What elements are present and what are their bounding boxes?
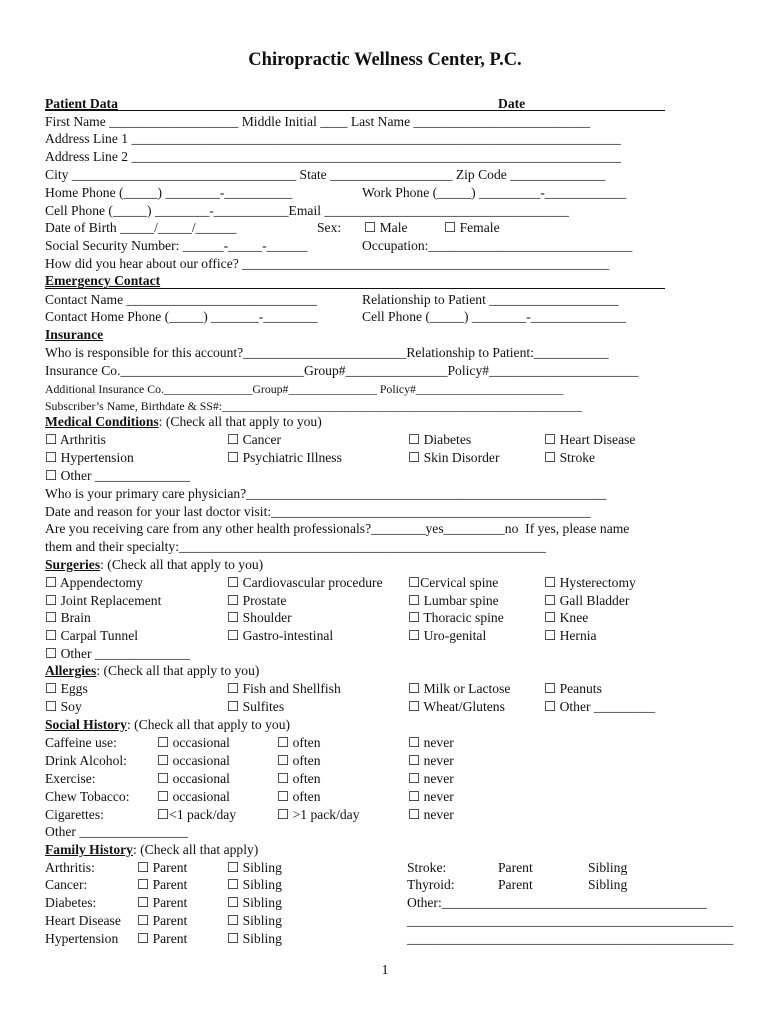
option-parent[interactable]: Parent (498, 860, 533, 875)
social-label: Caffeine use: (45, 735, 117, 750)
address-line-2[interactable]: Address Line 2 ________________________________________________________________________ (45, 149, 621, 164)
checkbox-heart-disease[interactable]: ☐ Heart Disease (544, 432, 636, 447)
checkbox-diabetes[interactable]: ☐ Diabetes (408, 432, 472, 447)
checkbox-gastro[interactable]: ☐ Gastro-intestinal (227, 628, 334, 643)
checkbox-never[interactable]: ☐ never (408, 735, 454, 750)
name-line[interactable]: First Name ___________________ Middle Initial ____ Last Name __________________________ (45, 114, 591, 129)
other-care-field[interactable]: Are you receiving care from any other health professionals?________yes_________no If yes, please name (45, 521, 630, 536)
city-state-zip[interactable]: City _________________________________ State __________________ Zip Code ______________ (45, 167, 606, 182)
checkbox-parent[interactable]: ☐ Parent (137, 860, 188, 875)
checkbox-hypertension[interactable]: ☐ Hypertension (45, 450, 134, 465)
checkbox-uro-genital[interactable]: ☐ Uro-genital (408, 628, 487, 643)
checkbox-sibling[interactable]: ☐ Sibling (227, 877, 282, 892)
checkbox-never[interactable]: ☐ never (408, 807, 454, 822)
checkbox-knee[interactable]: ☐ Knee (544, 610, 589, 625)
home-phone[interactable]: Home Phone (_____) ________-__________ (45, 185, 293, 200)
checkbox-shoulder[interactable]: ☐ Shoulder (227, 610, 292, 625)
contact-cell-phone[interactable]: Cell Phone (_____) ________-______________ (362, 309, 626, 324)
checkbox-hernia[interactable]: ☐ Hernia (544, 628, 597, 643)
emergency-header: Emergency Contact (45, 273, 161, 288)
sex-label: Sex: (317, 220, 342, 235)
social-label: Chew Tobacco: (45, 789, 130, 804)
occupation-field[interactable]: Occupation:______________________________ (362, 238, 633, 253)
family-label: Arthritis: (45, 860, 95, 875)
checkbox-appendectomy[interactable]: ☐ Appendectomy (45, 575, 143, 590)
checkbox-stroke[interactable]: ☐ Stroke (544, 450, 596, 465)
checkbox-fish[interactable]: ☐ Fish and Shellfish (227, 681, 341, 696)
family-label: Thyroid: (407, 877, 455, 892)
allergies-header: Allergies: (Check all that apply to you) (45, 663, 260, 678)
checkbox-lumbar-spine[interactable]: ☐ Lumbar spine (408, 593, 499, 608)
checkbox-brain[interactable]: ☐ Brain (45, 610, 91, 625)
family-label: Cancer: (45, 877, 88, 892)
checkbox-occasional[interactable]: ☐ occasional (157, 753, 230, 768)
responsible-party[interactable]: Who is responsible for this account?________________________Relationship to Patient:___________ (45, 345, 609, 360)
social-label: Drink Alcohol: (45, 753, 127, 768)
checkbox-sulfites[interactable]: ☐ Sulfites (227, 699, 285, 714)
cell-email[interactable]: Cell Phone (_____) ________-___________Email ____________________________________ (45, 203, 570, 218)
checkbox-parent[interactable]: ☐ Parent (137, 931, 188, 946)
family-label: Stroke: (407, 860, 447, 875)
checkbox-eggs[interactable]: ☐ Eggs (45, 681, 88, 696)
option-parent[interactable]: Parent (498, 877, 533, 892)
checkbox-parent[interactable]: ☐ Parent (137, 877, 188, 892)
checkbox-carpal-tunnel[interactable]: ☐ Carpal Tunnel (45, 628, 138, 643)
checkbox-cervical-spine[interactable]: ☐Cervical spine (408, 575, 499, 590)
checkbox-soy[interactable]: ☐ Soy (45, 699, 82, 714)
checkbox-often[interactable]: ☐ often (277, 789, 321, 804)
contact-name[interactable]: Contact Name ____________________________ (45, 292, 317, 307)
checkbox-wheat[interactable]: ☐ Wheat/Glutens (408, 699, 505, 714)
date-of-birth[interactable]: Date of Birth _____/_____/______ (45, 220, 237, 235)
checkbox-surgery-other[interactable]: ☐ Other ______________ (45, 646, 191, 661)
family-label: Diabetes: (45, 895, 97, 910)
checkbox-sibling[interactable]: ☐ Sibling (227, 860, 282, 875)
checkbox-sibling[interactable]: ☐ Sibling (227, 895, 282, 910)
checkbox-gall-bladder[interactable]: ☐ Gall Bladder (544, 593, 630, 608)
medical-conditions-header: Medical Conditions: (Check all that apply to you) (45, 414, 322, 429)
last-visit-field[interactable]: Date and reason for your last doctor visit:_______________________________________________ (45, 504, 591, 519)
family-blank-line[interactable]: ________________________________________________ (407, 913, 734, 928)
checkbox-occasional[interactable]: ☐ occasional (157, 771, 230, 786)
patient-data-header: Patient Data (45, 96, 118, 111)
insurance-company[interactable]: Insurance Co.___________________________Group#_______________Policy#______________________ (45, 363, 639, 378)
additional-insurance[interactable]: Additional Insurance Co._______________Group#_______________ Policy#_________________________ (45, 382, 564, 396)
checkbox-parent[interactable]: ☐ Parent (137, 895, 188, 910)
checkbox-sibling[interactable]: ☐ Sibling (227, 913, 282, 928)
checkbox-prostate[interactable]: ☐ Prostate (227, 593, 287, 608)
checkbox-medical-other[interactable]: ☐ Other ______________ (45, 468, 191, 483)
social-label: Exercise: (45, 771, 96, 786)
subscriber-info[interactable]: Subscriber’s Name, Birthdate & SS#:_____________________________________________________________ (45, 399, 582, 413)
ssn-field[interactable]: Social Security Number: ______-_____-______ (45, 238, 308, 253)
contact-relationship[interactable]: Relationship to Patient ___________________ (362, 292, 619, 307)
checkbox-never[interactable]: ☐ never (408, 771, 454, 786)
family-other-field[interactable]: Other:_______________________________________ (407, 895, 707, 910)
checkbox-allergy-other[interactable]: ☐ Other _________ (544, 699, 656, 714)
insurance-header: Insurance (45, 327, 104, 342)
option-sibling[interactable]: Sibling (588, 860, 628, 875)
checkbox-often[interactable]: ☐ often (277, 771, 321, 786)
checkbox-parent[interactable]: ☐ Parent (137, 913, 188, 928)
family-label: Heart Disease (45, 913, 121, 928)
page-number: 1 (381, 963, 389, 978)
checkbox-psychiatric[interactable]: ☐ Psychiatric Illness (227, 450, 342, 465)
checkbox-never[interactable]: ☐ never (408, 753, 454, 768)
checkbox-hysterectomy[interactable]: ☐ Hysterectomy (544, 575, 636, 590)
patient-data-rule (45, 110, 665, 111)
contact-home-phone[interactable]: Contact Home Phone (_____) _______-________ (45, 309, 318, 324)
checkbox-thoracic-spine[interactable]: ☐ Thoracic spine (408, 610, 504, 625)
social-label: Cigarettes: (45, 807, 104, 822)
family-blank-line[interactable]: ________________________________________________ (407, 931, 734, 946)
checkbox-peanuts[interactable]: ☐ Peanuts (544, 681, 602, 696)
option-sibling[interactable]: Sibling (588, 877, 628, 892)
checkbox-cardiovascular[interactable]: ☐ Cardiovascular procedure (227, 575, 383, 590)
checkbox-joint-replacement[interactable]: ☐ Joint Replacement (45, 593, 162, 608)
date-label: Date (498, 96, 526, 111)
checkbox-often[interactable]: ☐ often (277, 753, 321, 768)
female-checkbox[interactable]: ☐ Female (444, 220, 500, 235)
checkbox-never[interactable]: ☐ never (408, 789, 454, 804)
checkbox-arthritis[interactable]: ☐ Arthritis (45, 432, 106, 447)
male-checkbox[interactable]: ☐ Male (364, 220, 408, 235)
checkbox-less-one-pack[interactable]: ☐<1 pack/day (157, 807, 237, 822)
checkbox-more-one-pack[interactable]: ☐ >1 pack/day (277, 807, 360, 822)
checkbox-occasional[interactable]: ☐ occasional (157, 789, 230, 804)
checkbox-sibling[interactable]: ☐ Sibling (227, 931, 282, 946)
family-history-header: Family History: (Check all that apply) (45, 842, 259, 857)
primary-care-field[interactable]: Who is your primary care physician?_____________________________________________________ (45, 486, 607, 501)
referral-field[interactable]: How did you hear about our office? ______________________________________________________ (45, 256, 610, 271)
emergency-rule (45, 288, 665, 289)
work-phone[interactable]: Work Phone (_____) _________-____________ (362, 185, 627, 200)
address-line-1[interactable]: Address Line 1 ________________________________________________________________________ (45, 131, 621, 146)
family-label: Hypertension (45, 931, 119, 946)
form-title: Chiropractic Wellness Center, P.C. (248, 50, 522, 70)
social-other-field[interactable]: Other ________________ (45, 824, 189, 839)
checkbox-milk[interactable]: ☐ Milk or Lactose (408, 681, 511, 696)
checkbox-cancer[interactable]: ☐ Cancer (227, 432, 282, 447)
checkbox-skin-disorder[interactable]: ☐ Skin Disorder (408, 450, 500, 465)
checkbox-often[interactable]: ☐ often (277, 735, 321, 750)
social-history-header: Social History: (Check all that apply to you) (45, 717, 291, 732)
checkbox-occasional[interactable]: ☐ occasional (157, 735, 230, 750)
specialty-field[interactable]: them and their specialty:______________________________________________________ (45, 539, 547, 554)
surgeries-header: Surgeries: (Check all that apply to you) (45, 557, 264, 572)
